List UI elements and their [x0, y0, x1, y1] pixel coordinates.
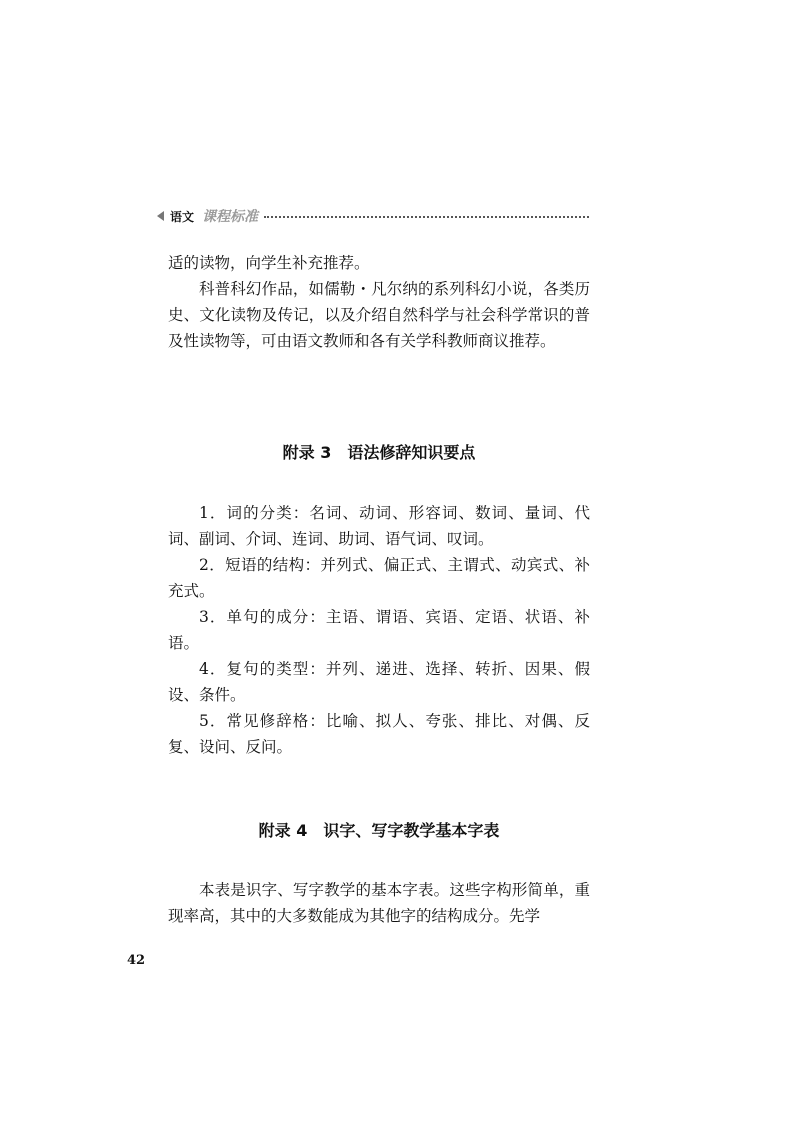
intro-continuation: 适的读物，向学生补充推荐。 [168, 254, 370, 272]
left-triangle-icon [157, 211, 164, 221]
list-item: 4．复句的类型：并列、递进、选择、转折、因果、假设、条件。 [168, 660, 590, 704]
running-header [157, 206, 589, 226]
appendix3-title: 附录 3 语法修辞知识要点 [282, 443, 476, 462]
list-item: 3．单句的成分：主语、谓语、宾语、定语、状语、补语。 [168, 608, 590, 652]
list-item: 1．词的分类：名词、动词、形容词、数词、量词、代词、副词、介词、连词、助词、语气词、叹词。 [168, 504, 590, 548]
appendix4-title: 附录 4 识字、写字教学基本字表 [258, 821, 500, 840]
header-subject: 语文 [170, 209, 195, 224]
list-item: 2．短语的结构：并列式、偏正式、主谓式、动宾式、补充式。 [168, 556, 590, 600]
list-item: 5．常见修辞格：比喻、拟人、夸张、排比、对偶、反复、设问、反问。 [168, 712, 590, 756]
intro-paragraph: 科普科幻作品，如儒勒・凡尔纳的系列科幻小说，各类历史、文化读物及传记，以及介绍自然科学与社会科学常识的普及性读物等，可由语文教师和各有关学科教师商议推荐。 [168, 280, 590, 350]
appendix4-text [168, 877, 590, 929]
appendix4-paragraph: 本表是识字、写字教学的基本字表。这些字构形简单，重现率高，其中的大多数能成为其他字的结构成分。先学 [168, 881, 590, 925]
appendix3-list [168, 500, 590, 760]
header-title: 课程标准 [202, 209, 259, 225]
header-dotted-rule [264, 216, 589, 218]
intro-text [168, 250, 590, 354]
page-number: 42 [127, 953, 146, 968]
